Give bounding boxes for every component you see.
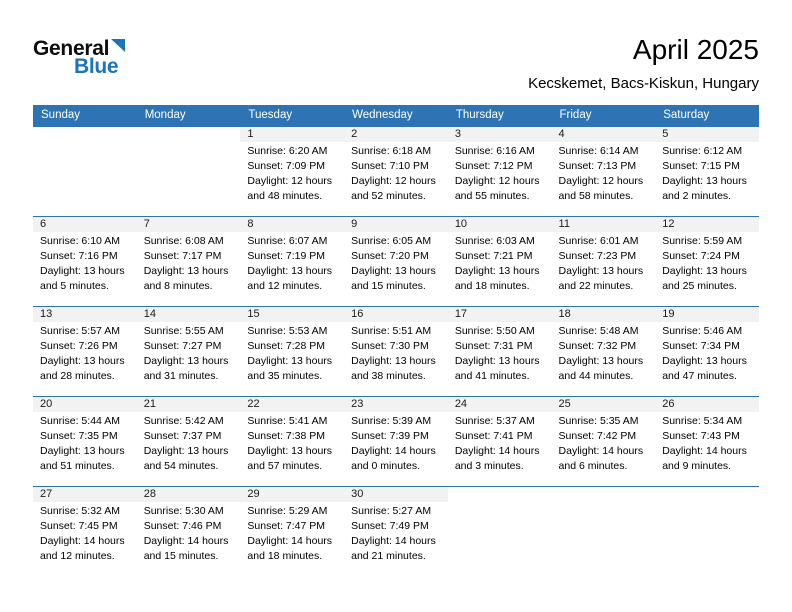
day-cell: [344, 486, 448, 576]
sunset-text: Sunset: 7:27 PM: [143, 339, 222, 352]
day-info: [344, 322, 448, 385]
daylight-line-1: Daylight: 13 hours: [247, 265, 333, 278]
daylight-line-1: Daylight: 13 hours: [40, 265, 125, 278]
day-info: [344, 142, 448, 205]
day-info: [344, 502, 448, 565]
daylight-line-1: Daylight: 13 hours: [143, 445, 229, 458]
weekday-wednesday: Wednesday: [344, 105, 448, 126]
day-info: [552, 322, 656, 385]
day-info: [344, 412, 448, 475]
daylight-line-2: and 58 minutes.: [558, 190, 634, 203]
day-cell: [552, 396, 656, 486]
month-title: April 2025: [632, 34, 759, 65]
sunrise-text: Sunrise: 5:32 AM: [40, 504, 120, 517]
weekday-friday: Friday: [552, 105, 656, 126]
day-cell: [240, 486, 344, 576]
daylight-line-1: Daylight: 12 hours: [454, 175, 540, 188]
title-block: [528, 34, 759, 92]
day-number: 3: [448, 127, 552, 142]
sunset-text: Sunset: 7:09 PM: [247, 159, 326, 172]
daylight-line-2: and 22 minutes.: [558, 280, 634, 293]
day-cell: [344, 396, 448, 486]
day-info: [137, 412, 241, 475]
day-number: 19: [655, 307, 759, 322]
sunrise-text: Sunrise: 6:20 AM: [247, 144, 328, 157]
sunset-text: Sunset: 7:28 PM: [247, 339, 326, 352]
empty-day-cell: [655, 486, 759, 576]
day-cell: [344, 216, 448, 306]
day-cell: [655, 306, 759, 396]
day-info: [655, 142, 759, 205]
day-cell: [448, 396, 552, 486]
sunrise-text: Sunrise: 5:27 AM: [351, 504, 432, 517]
day-number: 13: [33, 307, 137, 322]
day-cell: [33, 216, 137, 306]
day-info: [33, 412, 137, 475]
sunrise-text: Sunrise: 5:50 AM: [454, 324, 535, 337]
daylight-line-2: and 3 minutes.: [454, 460, 524, 473]
weekday-monday: Monday: [137, 105, 241, 126]
sunset-text: Sunset: 7:24 PM: [662, 249, 740, 262]
calendar-body: [33, 126, 759, 576]
sunrise-text: Sunrise: 5:44 AM: [40, 414, 120, 427]
day-number: 29: [240, 487, 344, 502]
day-info: [240, 142, 344, 205]
day-number: 7: [137, 217, 241, 232]
day-cell: [137, 216, 241, 306]
daylight-line-2: and 54 minutes.: [143, 460, 219, 473]
daylight-line-2: and 44 minutes.: [558, 370, 634, 383]
day-number: 30: [344, 487, 448, 502]
week-row: [33, 486, 759, 576]
daylight-line-2: and 31 minutes.: [143, 370, 219, 383]
daylight-line-2: and 47 minutes.: [662, 370, 737, 383]
daylight-line-1: Daylight: 13 hours: [143, 265, 229, 278]
sunrise-text: Sunrise: 5:34 AM: [662, 414, 743, 427]
general-blue-logo: [33, 38, 125, 77]
day-info: [240, 502, 344, 565]
daylight-line-2: and 57 minutes.: [247, 460, 323, 473]
daylight-line-1: Daylight: 13 hours: [40, 445, 125, 458]
daylight-line-2: and 38 minutes.: [351, 370, 426, 383]
weekday-saturday: Saturday: [655, 105, 759, 126]
day-cell: [240, 216, 344, 306]
sunset-text: Sunset: 7:20 PM: [351, 249, 429, 262]
daylight-line-2: and 9 minutes.: [662, 460, 732, 473]
day-number: 24: [448, 397, 552, 412]
week-row: [33, 216, 759, 306]
sunrise-text: Sunrise: 6:03 AM: [454, 234, 535, 247]
sunrise-text: Sunrise: 5:59 AM: [662, 234, 743, 247]
logo-text-blue: Blue: [74, 55, 119, 78]
sunset-text: Sunset: 7:46 PM: [143, 519, 222, 532]
daylight-line-1: Daylight: 14 hours: [143, 535, 229, 548]
day-cell: [240, 396, 344, 486]
sunrise-text: Sunrise: 5:51 AM: [351, 324, 432, 337]
logo-triangle-icon: [111, 39, 125, 52]
location-subtitle: Kecskemet, Bacs-Kiskun, Hungary: [528, 75, 759, 93]
empty-day-cell: [552, 486, 656, 576]
daylight-line-2: and 21 minutes.: [351, 550, 426, 563]
day-info: [655, 232, 759, 295]
day-cell: [240, 306, 344, 396]
daylight-line-1: Daylight: 14 hours: [247, 535, 333, 548]
sunrise-text: Sunrise: 5:42 AM: [143, 414, 224, 427]
daylight-line-1: Daylight: 13 hours: [662, 355, 747, 368]
day-number: 23: [344, 397, 448, 412]
day-cell: [33, 396, 137, 486]
day-number: 6: [33, 217, 137, 232]
day-info: [137, 322, 241, 385]
daylight-line-2: and 12 minutes.: [40, 550, 115, 563]
daylight-line-1: Daylight: 13 hours: [40, 355, 125, 368]
daylight-line-1: Daylight: 13 hours: [351, 355, 436, 368]
daylight-line-1: Daylight: 13 hours: [351, 265, 436, 278]
daylight-line-2: and 8 minutes.: [143, 280, 213, 293]
daylight-line-2: and 12 minutes.: [247, 280, 323, 293]
daylight-line-2: and 48 minutes.: [247, 190, 323, 203]
day-number: 25: [552, 397, 656, 412]
day-cell: [552, 216, 656, 306]
daylight-line-1: Daylight: 13 hours: [662, 265, 747, 278]
sunrise-text: Sunrise: 5:55 AM: [143, 324, 224, 337]
day-number: 12: [655, 217, 759, 232]
daylight-line-2: and 0 minutes.: [351, 460, 420, 473]
day-cell: [240, 126, 344, 216]
sunrise-text: Sunrise: 5:46 AM: [662, 324, 743, 337]
daylight-line-1: Daylight: 14 hours: [351, 535, 436, 548]
daylight-line-2: and 18 minutes.: [247, 550, 323, 563]
weekday-header-row: [33, 105, 759, 126]
daylight-line-1: Daylight: 12 hours: [247, 175, 333, 188]
day-cell: [448, 216, 552, 306]
sunrise-text: Sunrise: 5:30 AM: [143, 504, 224, 517]
day-cell: [448, 126, 552, 216]
day-info: [240, 322, 344, 385]
day-number: [552, 487, 656, 502]
empty-day-cell: [137, 126, 241, 216]
weekday-tuesday: Tuesday: [240, 105, 344, 126]
daylight-line-2: and 6 minutes.: [558, 460, 628, 473]
day-info: [655, 412, 759, 475]
sunset-text: Sunset: 7:15 PM: [662, 159, 740, 172]
daylight-line-2: and 18 minutes.: [454, 280, 530, 293]
weekday-thursday: Thursday: [448, 105, 552, 126]
weekday-sunday: Sunday: [33, 105, 137, 126]
daylight-line-1: Daylight: 14 hours: [454, 445, 540, 458]
sunset-text: Sunset: 7:30 PM: [351, 339, 429, 352]
sunrise-text: Sunrise: 5:29 AM: [247, 504, 328, 517]
sunrise-text: Sunrise: 6:01 AM: [558, 234, 639, 247]
sunset-text: Sunset: 7:39 PM: [351, 429, 429, 442]
sunrise-text: Sunrise: 6:08 AM: [143, 234, 224, 247]
daylight-line-1: Daylight: 14 hours: [40, 535, 125, 548]
week-row: [33, 396, 759, 486]
daylight-line-1: Daylight: 12 hours: [351, 175, 436, 188]
day-number: 4: [552, 127, 656, 142]
day-cell: [33, 486, 137, 576]
day-info: [448, 142, 552, 205]
sunrise-text: Sunrise: 5:53 AM: [247, 324, 328, 337]
daylight-line-2: and 28 minutes.: [40, 370, 115, 383]
day-info: [552, 232, 656, 295]
day-info: [448, 232, 552, 295]
sunrise-text: Sunrise: 5:57 AM: [40, 324, 120, 337]
sunset-text: Sunset: 7:41 PM: [454, 429, 533, 442]
daylight-line-2: and 51 minutes.: [40, 460, 115, 473]
sunset-text: Sunset: 7:31 PM: [454, 339, 533, 352]
masthead: [33, 34, 759, 100]
daylight-line-2: and 5 minutes.: [40, 280, 109, 293]
sunset-text: Sunset: 7:35 PM: [40, 429, 118, 442]
day-cell: [552, 126, 656, 216]
sunrise-text: Sunrise: 6:18 AM: [351, 144, 432, 157]
day-cell: [552, 306, 656, 396]
day-number: 22: [240, 397, 344, 412]
day-number: 8: [240, 217, 344, 232]
sunset-text: Sunset: 7:42 PM: [558, 429, 637, 442]
daylight-line-2: and 15 minutes.: [351, 280, 426, 293]
daylight-line-1: Daylight: 13 hours: [143, 355, 229, 368]
sunrise-text: Sunrise: 6:14 AM: [558, 144, 639, 157]
sunset-text: Sunset: 7:38 PM: [247, 429, 326, 442]
sunset-text: Sunset: 7:34 PM: [662, 339, 740, 352]
day-cell: [137, 396, 241, 486]
day-cell: [344, 126, 448, 216]
day-info: [137, 502, 241, 565]
day-cell: [655, 396, 759, 486]
day-number: 5: [655, 127, 759, 142]
week-row: [33, 126, 759, 216]
day-info: [448, 412, 552, 475]
day-info: [552, 142, 656, 205]
day-number: 27: [33, 487, 137, 502]
day-number: [137, 127, 241, 142]
sunset-text: Sunset: 7:49 PM: [351, 519, 429, 532]
sunset-text: Sunset: 7:23 PM: [558, 249, 637, 262]
sunrise-text: Sunrise: 6:12 AM: [662, 144, 743, 157]
sunset-text: Sunset: 7:26 PM: [40, 339, 118, 352]
empty-day-cell: [448, 486, 552, 576]
sunset-text: Sunset: 7:17 PM: [143, 249, 222, 262]
sunset-text: Sunset: 7:32 PM: [558, 339, 637, 352]
sunrise-text: Sunrise: 6:07 AM: [247, 234, 328, 247]
day-number: 2: [344, 127, 448, 142]
sunset-text: Sunset: 7:37 PM: [143, 429, 222, 442]
daylight-line-2: and 25 minutes.: [662, 280, 737, 293]
daylight-line-1: Daylight: 13 hours: [454, 265, 540, 278]
day-cell: [137, 306, 241, 396]
sunset-text: Sunset: 7:16 PM: [40, 249, 118, 262]
sunrise-text: Sunrise: 6:05 AM: [351, 234, 432, 247]
day-number: 9: [344, 217, 448, 232]
day-info: [240, 232, 344, 295]
logo-text-general: General: [33, 37, 110, 60]
day-info: [344, 232, 448, 295]
daylight-line-2: and 2 minutes.: [662, 190, 732, 203]
daylight-line-2: and 35 minutes.: [247, 370, 323, 383]
day-cell: [137, 486, 241, 576]
daylight-line-1: Daylight: 13 hours: [454, 355, 540, 368]
daylight-line-2: and 15 minutes.: [143, 550, 219, 563]
calendar-table: [33, 105, 759, 576]
sunset-text: Sunset: 7:45 PM: [40, 519, 118, 532]
day-number: [448, 487, 552, 502]
day-info: [448, 322, 552, 385]
sunset-text: Sunset: 7:12 PM: [454, 159, 533, 172]
sunset-text: Sunset: 7:13 PM: [558, 159, 637, 172]
sunrise-text: Sunrise: 5:35 AM: [558, 414, 639, 427]
day-number: 14: [137, 307, 241, 322]
day-info: [137, 232, 241, 295]
week-row: [33, 306, 759, 396]
day-cell: [344, 306, 448, 396]
daylight-line-1: Daylight: 13 hours: [558, 265, 644, 278]
sunrise-text: Sunrise: 5:37 AM: [454, 414, 535, 427]
sunset-text: Sunset: 7:19 PM: [247, 249, 326, 262]
daylight-line-2: and 52 minutes.: [351, 190, 426, 203]
day-number: 15: [240, 307, 344, 322]
sunset-text: Sunset: 7:10 PM: [351, 159, 429, 172]
day-number: 28: [137, 487, 241, 502]
day-number: 17: [448, 307, 552, 322]
day-info: [655, 322, 759, 385]
empty-day-cell: [33, 126, 137, 216]
daylight-line-1: Daylight: 14 hours: [558, 445, 644, 458]
day-number: 18: [552, 307, 656, 322]
sunset-text: Sunset: 7:47 PM: [247, 519, 326, 532]
daylight-line-1: Daylight: 13 hours: [662, 175, 747, 188]
day-number: 20: [33, 397, 137, 412]
day-number: [655, 487, 759, 502]
day-info: [240, 412, 344, 475]
sunset-text: Sunset: 7:43 PM: [662, 429, 740, 442]
sunrise-text: Sunrise: 6:16 AM: [454, 144, 535, 157]
day-number: 10: [448, 217, 552, 232]
sunrise-text: Sunrise: 5:41 AM: [247, 414, 328, 427]
daylight-line-1: Daylight: 13 hours: [558, 355, 644, 368]
day-cell: [33, 306, 137, 396]
sunrise-text: Sunrise: 6:10 AM: [40, 234, 120, 247]
daylight-line-1: Daylight: 14 hours: [351, 445, 436, 458]
daylight-line-2: and 55 minutes.: [454, 190, 530, 203]
daylight-line-1: Daylight: 13 hours: [247, 445, 333, 458]
day-info: [33, 232, 137, 295]
day-number: 11: [552, 217, 656, 232]
daylight-line-1: Daylight: 13 hours: [247, 355, 333, 368]
day-number: 1: [240, 127, 344, 142]
sunrise-text: Sunrise: 5:39 AM: [351, 414, 432, 427]
day-cell: [448, 306, 552, 396]
day-number: 26: [655, 397, 759, 412]
daylight-line-1: Daylight: 12 hours: [558, 175, 644, 188]
day-cell: [655, 216, 759, 306]
day-number: 16: [344, 307, 448, 322]
sunrise-text: Sunrise: 5:48 AM: [558, 324, 639, 337]
day-info: [552, 412, 656, 475]
day-number: [33, 127, 137, 142]
day-info: [33, 502, 137, 565]
day-number: 21: [137, 397, 241, 412]
daylight-line-2: and 41 minutes.: [454, 370, 530, 383]
day-info: [33, 322, 137, 385]
day-cell: [655, 126, 759, 216]
daylight-line-1: Daylight: 14 hours: [662, 445, 747, 458]
sunset-text: Sunset: 7:21 PM: [454, 249, 533, 262]
